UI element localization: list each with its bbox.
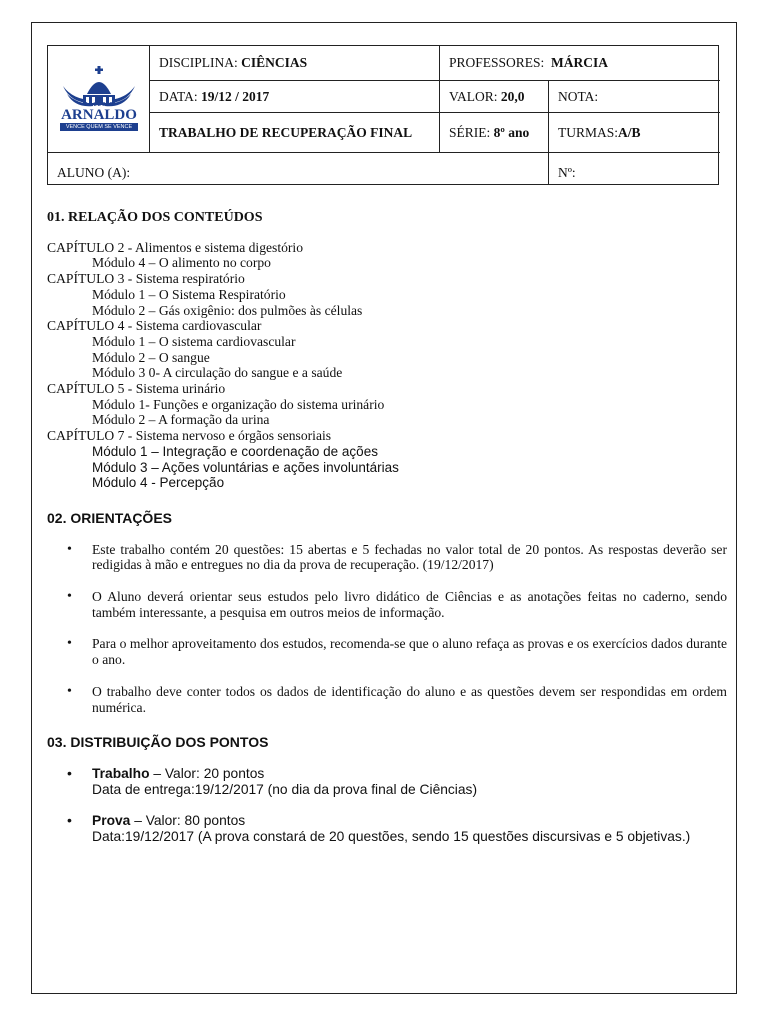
- trabalho-cell: [150, 113, 440, 153]
- data-value: 19/12 / 2017: [201, 88, 270, 104]
- pontos-list: [47, 766, 727, 845]
- chapter-7: CAPÍTULO 7 - Sistema nervoso e órgãos sensoriais: [47, 428, 332, 444]
- chapter-list: [47, 240, 727, 491]
- disciplina-value: CIÊNCIAS: [241, 55, 308, 70]
- module-item: Módulo 1 – Integração e coordenação de ações: [92, 443, 378, 459]
- module-item: Módulo 1 – O sistema cardiovascular: [92, 333, 296, 349]
- trabalho-value: – Valor: 20 pontos: [149, 765, 265, 781]
- professores-value: MÁRCIA: [551, 55, 609, 70]
- data-cell: [150, 81, 440, 113]
- section2-title: 02. ORIENTAÇÕES: [47, 509, 172, 526]
- valor-cell: [440, 81, 549, 113]
- module-item: Módulo 3 0- A circulação do sangue e a saúde: [92, 365, 343, 381]
- module-item: Módulo 2 – A formação da urina: [92, 412, 270, 428]
- professores-label: PROFESSORES:: [449, 55, 545, 70]
- trabalho-detail: Data de entrega:19/12/2017 (no dia da prova final de Ciências): [92, 781, 478, 797]
- orientacoes-list: [47, 542, 727, 716]
- turmas-cell: [549, 113, 720, 153]
- section1-title: 01. RELAÇÃO DOS CONTEÚDOS: [47, 210, 263, 225]
- nota-cell: [549, 81, 720, 113]
- chapter-3: CAPÍTULO 3 - Sistema respiratório: [47, 271, 245, 287]
- logo-slogan: VENCE QUEM SE VENCE: [60, 123, 138, 131]
- valor-value: 20,0: [500, 88, 525, 104]
- aluno-label: ALUNO (A):: [57, 165, 131, 180]
- module-item: Módulo 3 – Ações voluntárias e ações involuntárias: [92, 459, 399, 475]
- numero-label: Nº:: [558, 165, 576, 180]
- module-item: Módulo 2 – O sangue: [92, 349, 210, 365]
- chapter-4: CAPÍTULO 4 - Sistema cardiovascular: [47, 318, 262, 334]
- chapter-5: CAPÍTULO 5 - Sistema urinário: [47, 381, 226, 397]
- data-label: DATA:: [159, 88, 198, 104]
- section3-title: 03. DISTRIBUIÇÃO DOS PONTOS: [47, 734, 269, 751]
- disciplina-label: DISCIPLINA:: [159, 55, 238, 70]
- prova-label: Prova: [92, 813, 131, 829]
- school-logo: [48, 46, 150, 153]
- trabalho-title: TRABALHO DE RECUPERAÇÃO FINAL: [159, 124, 413, 140]
- module-item: Módulo 1- Funções e organização do sistema urinário: [92, 396, 385, 412]
- valor-label: VALOR:: [449, 88, 498, 104]
- turmas-value: A/B: [618, 124, 641, 140]
- serie-value: 8º ano: [493, 124, 530, 140]
- trabalho-label: Trabalho: [92, 765, 150, 781]
- nota-label: NOTA:: [558, 88, 599, 104]
- prova-value: – Valor: 80 pontos: [130, 813, 246, 829]
- document-body: [47, 210, 727, 845]
- module-item: Módulo 1 – O Sistema Respiratório: [92, 286, 286, 302]
- logo-name: ARNALDO: [61, 107, 137, 123]
- prova-detail: Data:19/12/2017 (A prova constará de 20 questões, sendo 15 questões discursivas e 5 objetivas.): [92, 829, 691, 845]
- module-item: Módulo 4 – O alimento no corpo: [92, 255, 271, 271]
- list-item: • Para o melhor aproveitamento dos estudos, recomenda-se que o aluno refaça as provas e os exercícios dados durante o ano.: [47, 636, 727, 667]
- list-item: • O Aluno deverá orientar seus estudos pelo livro didático de Ciências e as anotações feitas no caderno, sendo também interessante, a pesquisa em outros meios de informação.: [47, 589, 727, 620]
- disciplina-cell: [150, 46, 440, 81]
- list-item: • Este trabalho contém 20 questões: 15 abertas e 5 fechadas no valor total de 20 pontos. As respostas deverão ser redigidas à mão e entregues no dia da prova de recuperação. (19/12/2017): [47, 542, 727, 573]
- header-table: [47, 45, 719, 185]
- professores-cell: [440, 46, 720, 81]
- module-item: Módulo 4 - Percepção: [92, 475, 225, 491]
- module-item: Módulo 2 – Gás oxigênio: dos pulmões às células: [92, 302, 363, 318]
- aluno-cell: [48, 153, 549, 184]
- serie-label: SÉRIE:: [449, 124, 491, 140]
- turmas-label: TURMAS:: [558, 124, 619, 140]
- list-item: • O trabalho deve conter todos os dados de identificação do aluno e as questões devem ser respondidas em ordem numérica.: [47, 684, 727, 715]
- chapter-2: CAPÍTULO 2 - Alimentos e sistema digestório: [47, 239, 303, 255]
- serie-cell: [440, 113, 549, 153]
- list-item: [47, 766, 727, 797]
- list-item: [47, 813, 727, 844]
- numero-cell: [549, 153, 720, 184]
- logo-top-text: COLÉGIO: [83, 102, 115, 108]
